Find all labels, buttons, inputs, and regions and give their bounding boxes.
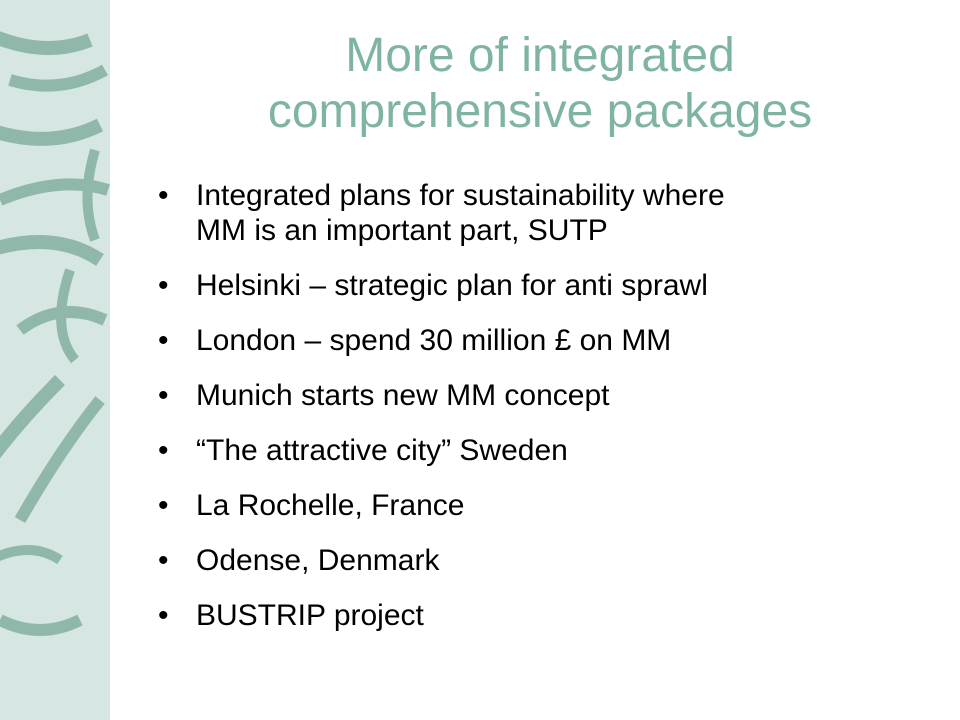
- bullet-list: [158, 178, 858, 653]
- bullet-dot-icon: •: [158, 269, 169, 302]
- bullet-text: [196, 178, 858, 248]
- bullet-item: [158, 598, 858, 633]
- bullet-dot-icon: •: [158, 599, 169, 632]
- bullet-text: London – spend 30 million £ on MM: [196, 324, 672, 357]
- slide-title-line-1: More of integrated: [345, 29, 735, 82]
- bullet-text: BUSTRIP project: [196, 599, 424, 632]
- bullet-dot-icon: •: [158, 544, 169, 577]
- bullet-text-line: Integrated plans for sustainability where: [196, 179, 725, 212]
- decorative-side-band: [0, 0, 110, 720]
- bullet-dot-icon: •: [158, 324, 169, 357]
- bullet-dot-icon: •: [158, 489, 169, 522]
- slide-title: [140, 28, 940, 140]
- bullet-dot-icon: •: [158, 379, 169, 412]
- maze-arcs-graphic: [0, 0, 110, 720]
- bullet-item: [158, 268, 858, 303]
- bullet-text-line: MM is an important part, SUTP: [196, 214, 608, 247]
- bullet-text: Munich starts new MM concept: [196, 379, 610, 412]
- bullet-item: [158, 433, 858, 468]
- bullet-text: Odense, Denmark: [196, 544, 440, 577]
- bullet-item: [158, 488, 858, 523]
- bullet-text: Helsinki – strategic plan for anti sprawl: [196, 269, 708, 302]
- bullet-dot-icon: •: [158, 434, 169, 467]
- slide-title-line-2: comprehensive packages: [267, 85, 813, 138]
- bullet-item: [158, 323, 858, 358]
- bullet-item: [158, 543, 858, 578]
- bullet-item: [158, 378, 858, 413]
- bullet-dot-icon: •: [158, 179, 169, 212]
- bullet-text: “The attractive city” Sweden: [196, 434, 568, 467]
- bullet-text: La Rochelle, France: [196, 489, 465, 522]
- bullet-item: [158, 178, 858, 248]
